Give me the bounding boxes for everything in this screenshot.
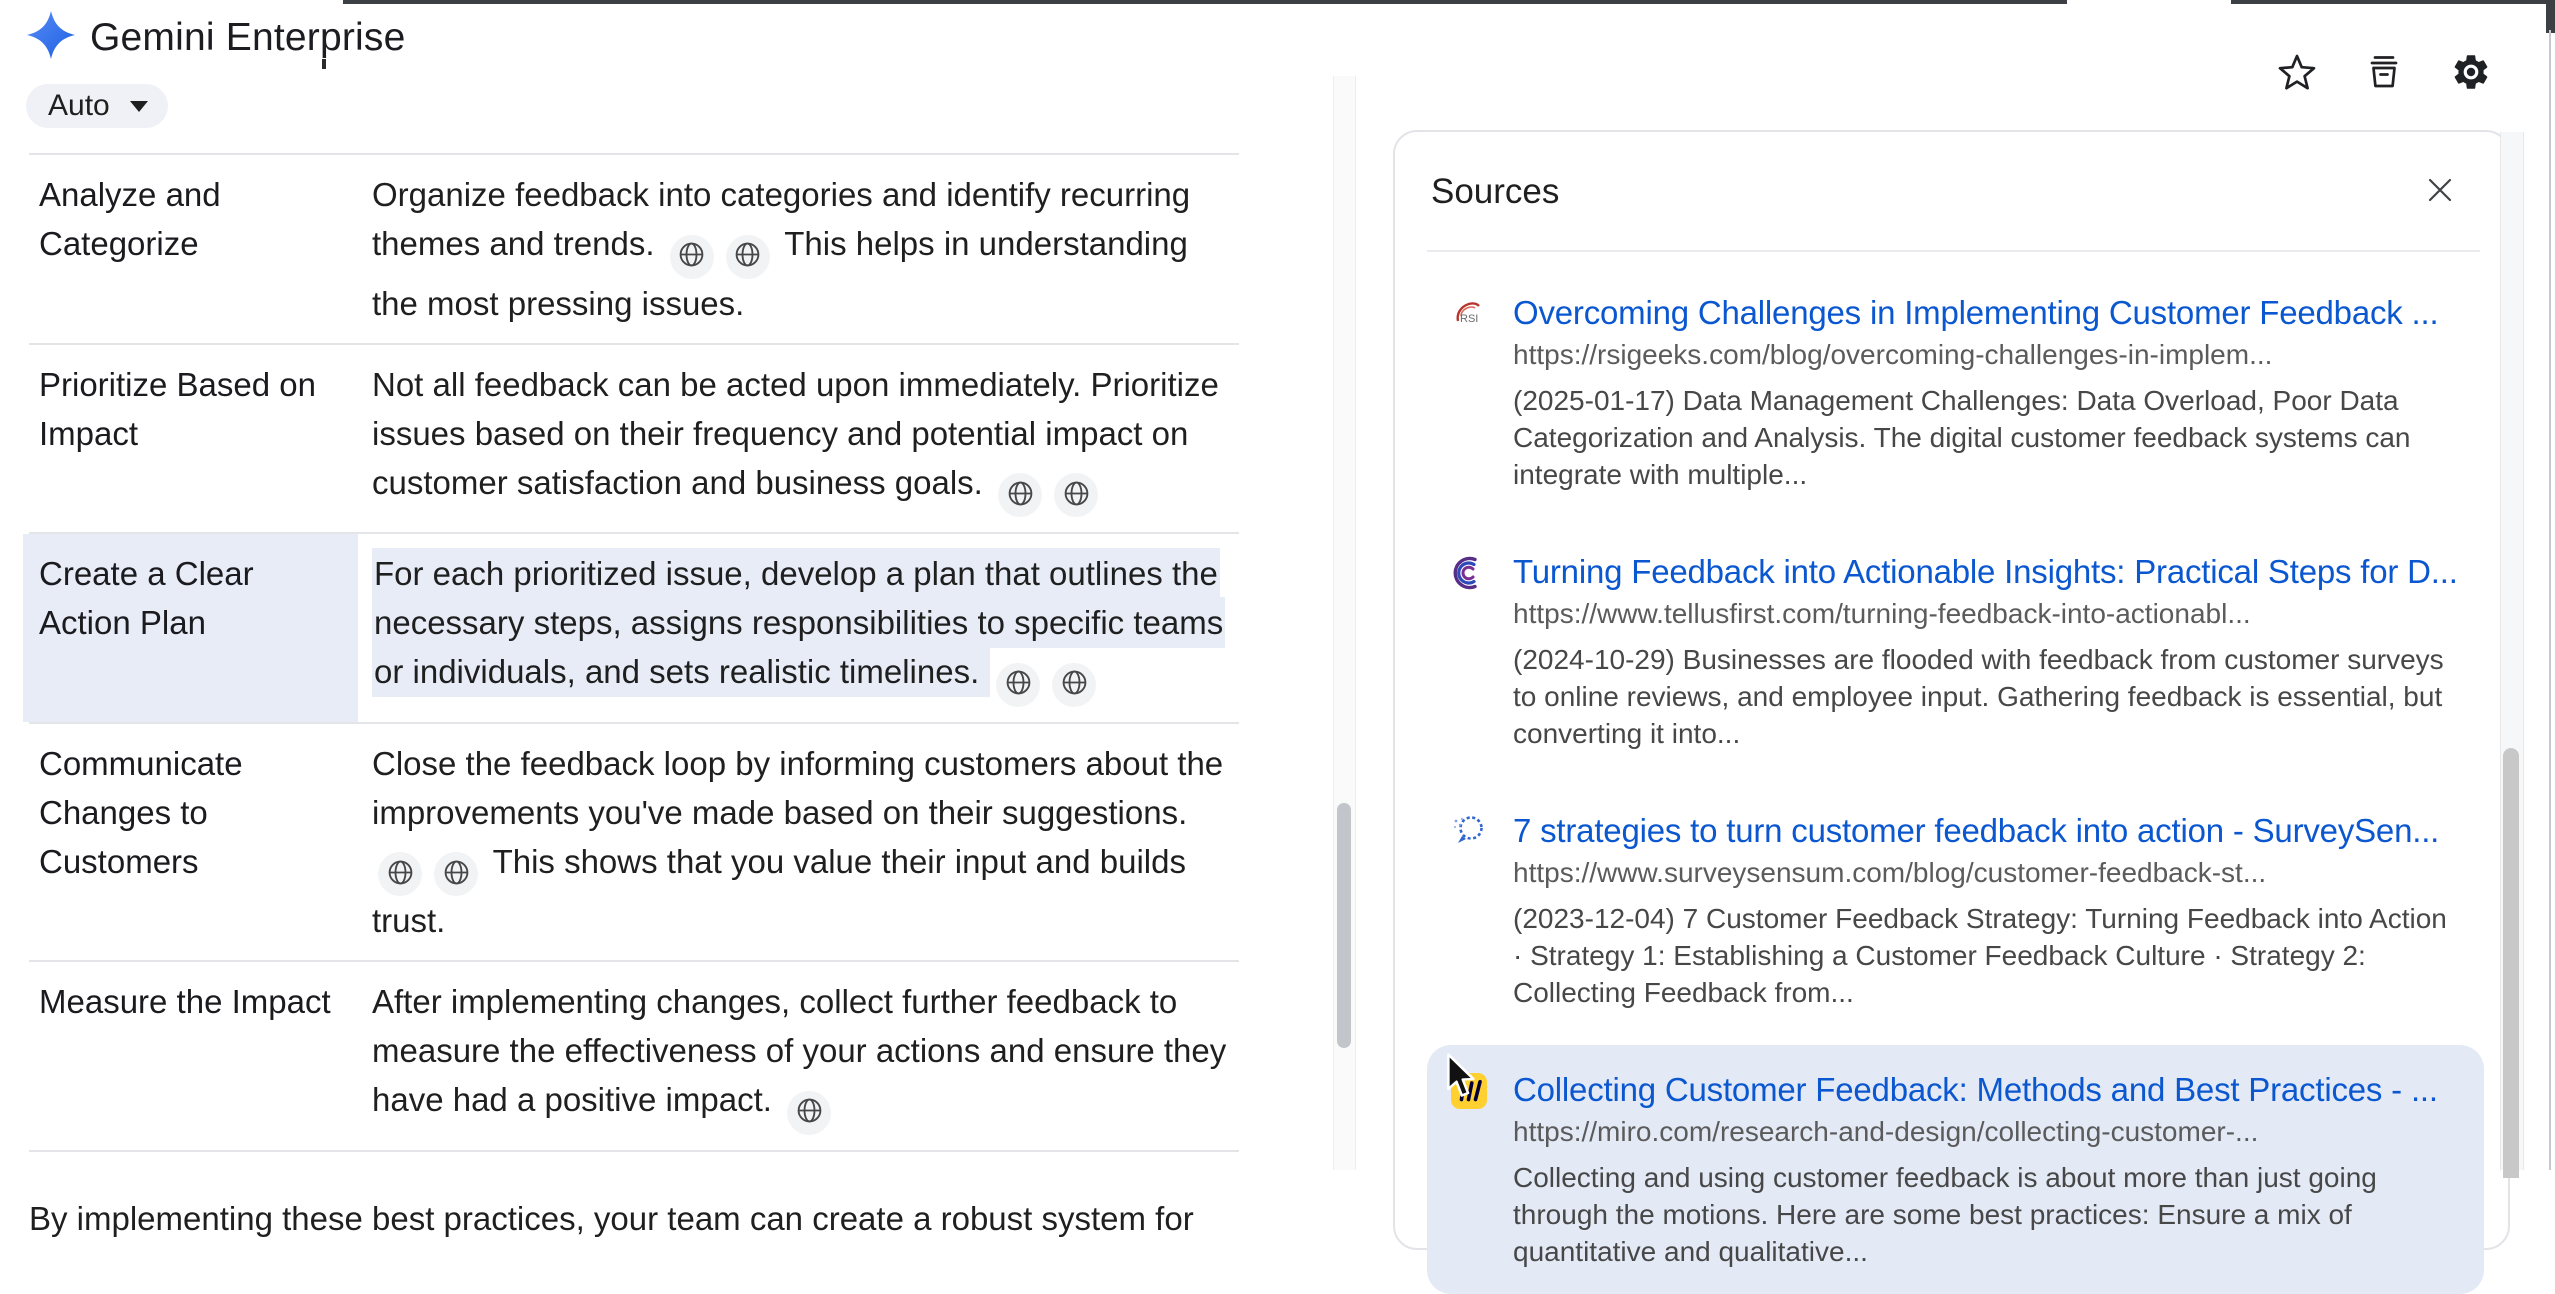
- model-selector-value: Auto: [48, 89, 110, 122]
- sources-list: [1427, 268, 2484, 1294]
- table-row: [29, 345, 1239, 535]
- favorite-button[interactable]: [2274, 51, 2320, 97]
- source-item[interactable]: [1427, 1045, 2484, 1294]
- citation-chip[interactable]: [996, 663, 1040, 707]
- source-title-link[interactable]: Turning Feedback into Actionable Insights: Practical Steps for D...: [1513, 553, 2458, 590]
- svg-text:RSI: RSI: [1460, 313, 1479, 325]
- description-text: Organize feedback into categories and identify recurring themes and trends.: [372, 176, 1191, 262]
- description-text: This shows that you value their input and builds trust.: [372, 842, 1186, 939]
- source-item[interactable]: [1427, 527, 2484, 776]
- favorite-star-icon: [2277, 52, 2317, 97]
- globe-icon: [796, 1088, 823, 1137]
- settings-gear-icon: [2450, 51, 2492, 98]
- source-title-link[interactable]: Overcoming Challenges in Implementing Customer Feedback ...: [1513, 294, 2439, 331]
- source-favicon-tellusfirst-icon: [1449, 551, 1491, 752]
- row-description: [372, 534, 1239, 722]
- globe-icon: [1005, 660, 1032, 709]
- table-row: [29, 962, 1239, 1152]
- window-top-edge: [343, 0, 2067, 4]
- source-body: [1513, 551, 2462, 752]
- source-body: [1513, 292, 2462, 493]
- archive-icon: [2364, 52, 2404, 97]
- citation-chip[interactable]: [1054, 473, 1098, 517]
- source-title-link[interactable]: Collecting Customer Feedback: Methods and Best Practices - ...: [1513, 1071, 2438, 1108]
- source-favicon-miro-icon: [1449, 1069, 1491, 1270]
- source-snippet: (2024-10-29) Businesses are flooded with feedback from customer surveys to online reviews, and employee input. Gathering feedback is essential, but converting it into...: [1513, 644, 2444, 749]
- window-corner: [2546, 0, 2555, 33]
- source-snippet: Collecting and using customer feedback is about more than just going through the motions. Here are some best practices: Ensure a mix of quantitative and qualitative...: [1513, 1162, 2377, 1267]
- source-title-link[interactable]: 7 strategies to turn customer feedback into action - SurveySen...: [1513, 812, 2440, 849]
- source-snippet: (2025-01-17) Data Management Challenges: Data Overload, Poor Data Categorization and Analysis. The digital customer feedback systems can integrate with multiple...: [1513, 385, 2411, 490]
- archive-button[interactable]: [2361, 51, 2407, 97]
- globe-icon: [734, 232, 761, 281]
- citation-chip[interactable]: [1052, 663, 1096, 707]
- row-label: Communicate Changes to Customers: [39, 744, 243, 880]
- settings-button[interactable]: [2448, 51, 2494, 97]
- description-text: Close the feedback loop by informing customers about the improvements you've made based on their suggestions.: [372, 744, 1224, 831]
- header-actions: [2274, 51, 2494, 97]
- description-text: Not all feedback can be acted upon immediately. Prioritize issues based on their frequency and potential impact on customer satisfaction and business goals.: [372, 365, 1219, 501]
- source-favicon-surveysensum-icon: [1449, 810, 1491, 1011]
- window-top-edge: [2231, 0, 2555, 4]
- source-favicon-rsi-icon: [1449, 292, 1491, 493]
- source-url: https://rsigeeks.com/blog/overcoming-challenges-in-implem...: [1513, 339, 2273, 370]
- row-description: [372, 155, 1239, 343]
- globe-icon: [678, 232, 705, 281]
- brand-header: [26, 10, 406, 65]
- source-url: https://www.surveysensum.com/blog/customer-feedback-st...: [1513, 857, 2267, 888]
- citation-chip[interactable]: [378, 852, 422, 896]
- closing-paragraph: By implementing these best practices, your team can create a robust system for: [29, 1199, 1194, 1237]
- globe-icon: [387, 850, 414, 899]
- row-label: Prioritize Based on Impact: [39, 365, 316, 452]
- close-icon: [2426, 176, 2454, 209]
- globe-icon: [443, 850, 470, 899]
- globe-icon: [1007, 471, 1034, 520]
- globe-icon: [1063, 471, 1090, 520]
- description-text: After implementing changes, collect further feedback to measure the effectiveness of your actions and ensure they have had a positive impact.: [372, 983, 1227, 1118]
- description-text: For each prioritized issue, develop a plan that outlines the necessary steps, assigns responsibilities to specific teams or individuals, and sets realistic timelines.: [372, 548, 1225, 697]
- chevron-down-icon: [130, 101, 148, 112]
- sources-scrollbar-thumb[interactable]: [2503, 748, 2519, 1178]
- app-title: Gemini Enterprise: [90, 15, 406, 59]
- citation-chip[interactable]: [726, 235, 770, 279]
- best-practices-table: [29, 153, 1239, 1152]
- row-description: [372, 724, 1239, 961]
- citation-chip[interactable]: [787, 1091, 831, 1135]
- source-body: [1513, 810, 2462, 1011]
- source-item[interactable]: [1427, 268, 2484, 517]
- table-row: [29, 534, 1239, 724]
- sources-panel-title: Sources: [1431, 172, 1560, 211]
- row-label: Analyze and Categorize: [39, 176, 221, 262]
- row-description: [372, 962, 1239, 1150]
- globe-icon: [1061, 660, 1088, 709]
- answer-content: [29, 153, 1239, 1243]
- sources-panel-header: [1427, 170, 2484, 214]
- table-row: [29, 155, 1239, 345]
- citation-chip[interactable]: [670, 235, 714, 279]
- row-description: [372, 345, 1239, 533]
- content-scrollbar-thumb[interactable]: [1337, 803, 1351, 1048]
- close-sources-button[interactable]: [2418, 170, 2462, 214]
- source-url: https://miro.com/research-and-design/collecting-customer-...: [1513, 1116, 2259, 1147]
- row-label: Measure the Impact: [39, 983, 331, 1020]
- source-snippet: (2023-12-04) 7 Customer Feedback Strategy: Turning Feedback into Action · Strategy 1: Establishing a Customer Feedback Culture · Strategy 2: Collecting Feedback from...: [1513, 903, 2447, 1008]
- source-url: https://www.tellusfirst.com/turning-feedback-into-actionabl...: [1513, 598, 2251, 629]
- citation-chip[interactable]: [434, 852, 478, 896]
- table-row: [29, 724, 1239, 963]
- row-label: Create a Clear Action Plan: [29, 534, 372, 722]
- source-item[interactable]: [1427, 786, 2484, 1035]
- window-right-edge: [2549, 30, 2551, 1170]
- sources-panel: [1393, 130, 2510, 1267]
- description-text: This helps in understanding the most pressing issues.: [372, 225, 1188, 322]
- model-selector-dropdown[interactable]: [26, 84, 168, 128]
- citation-chip[interactable]: [998, 473, 1042, 517]
- source-body: [1513, 1069, 2462, 1270]
- gemini-star-icon: [26, 10, 76, 65]
- sources-header-divider: [1427, 250, 2480, 252]
